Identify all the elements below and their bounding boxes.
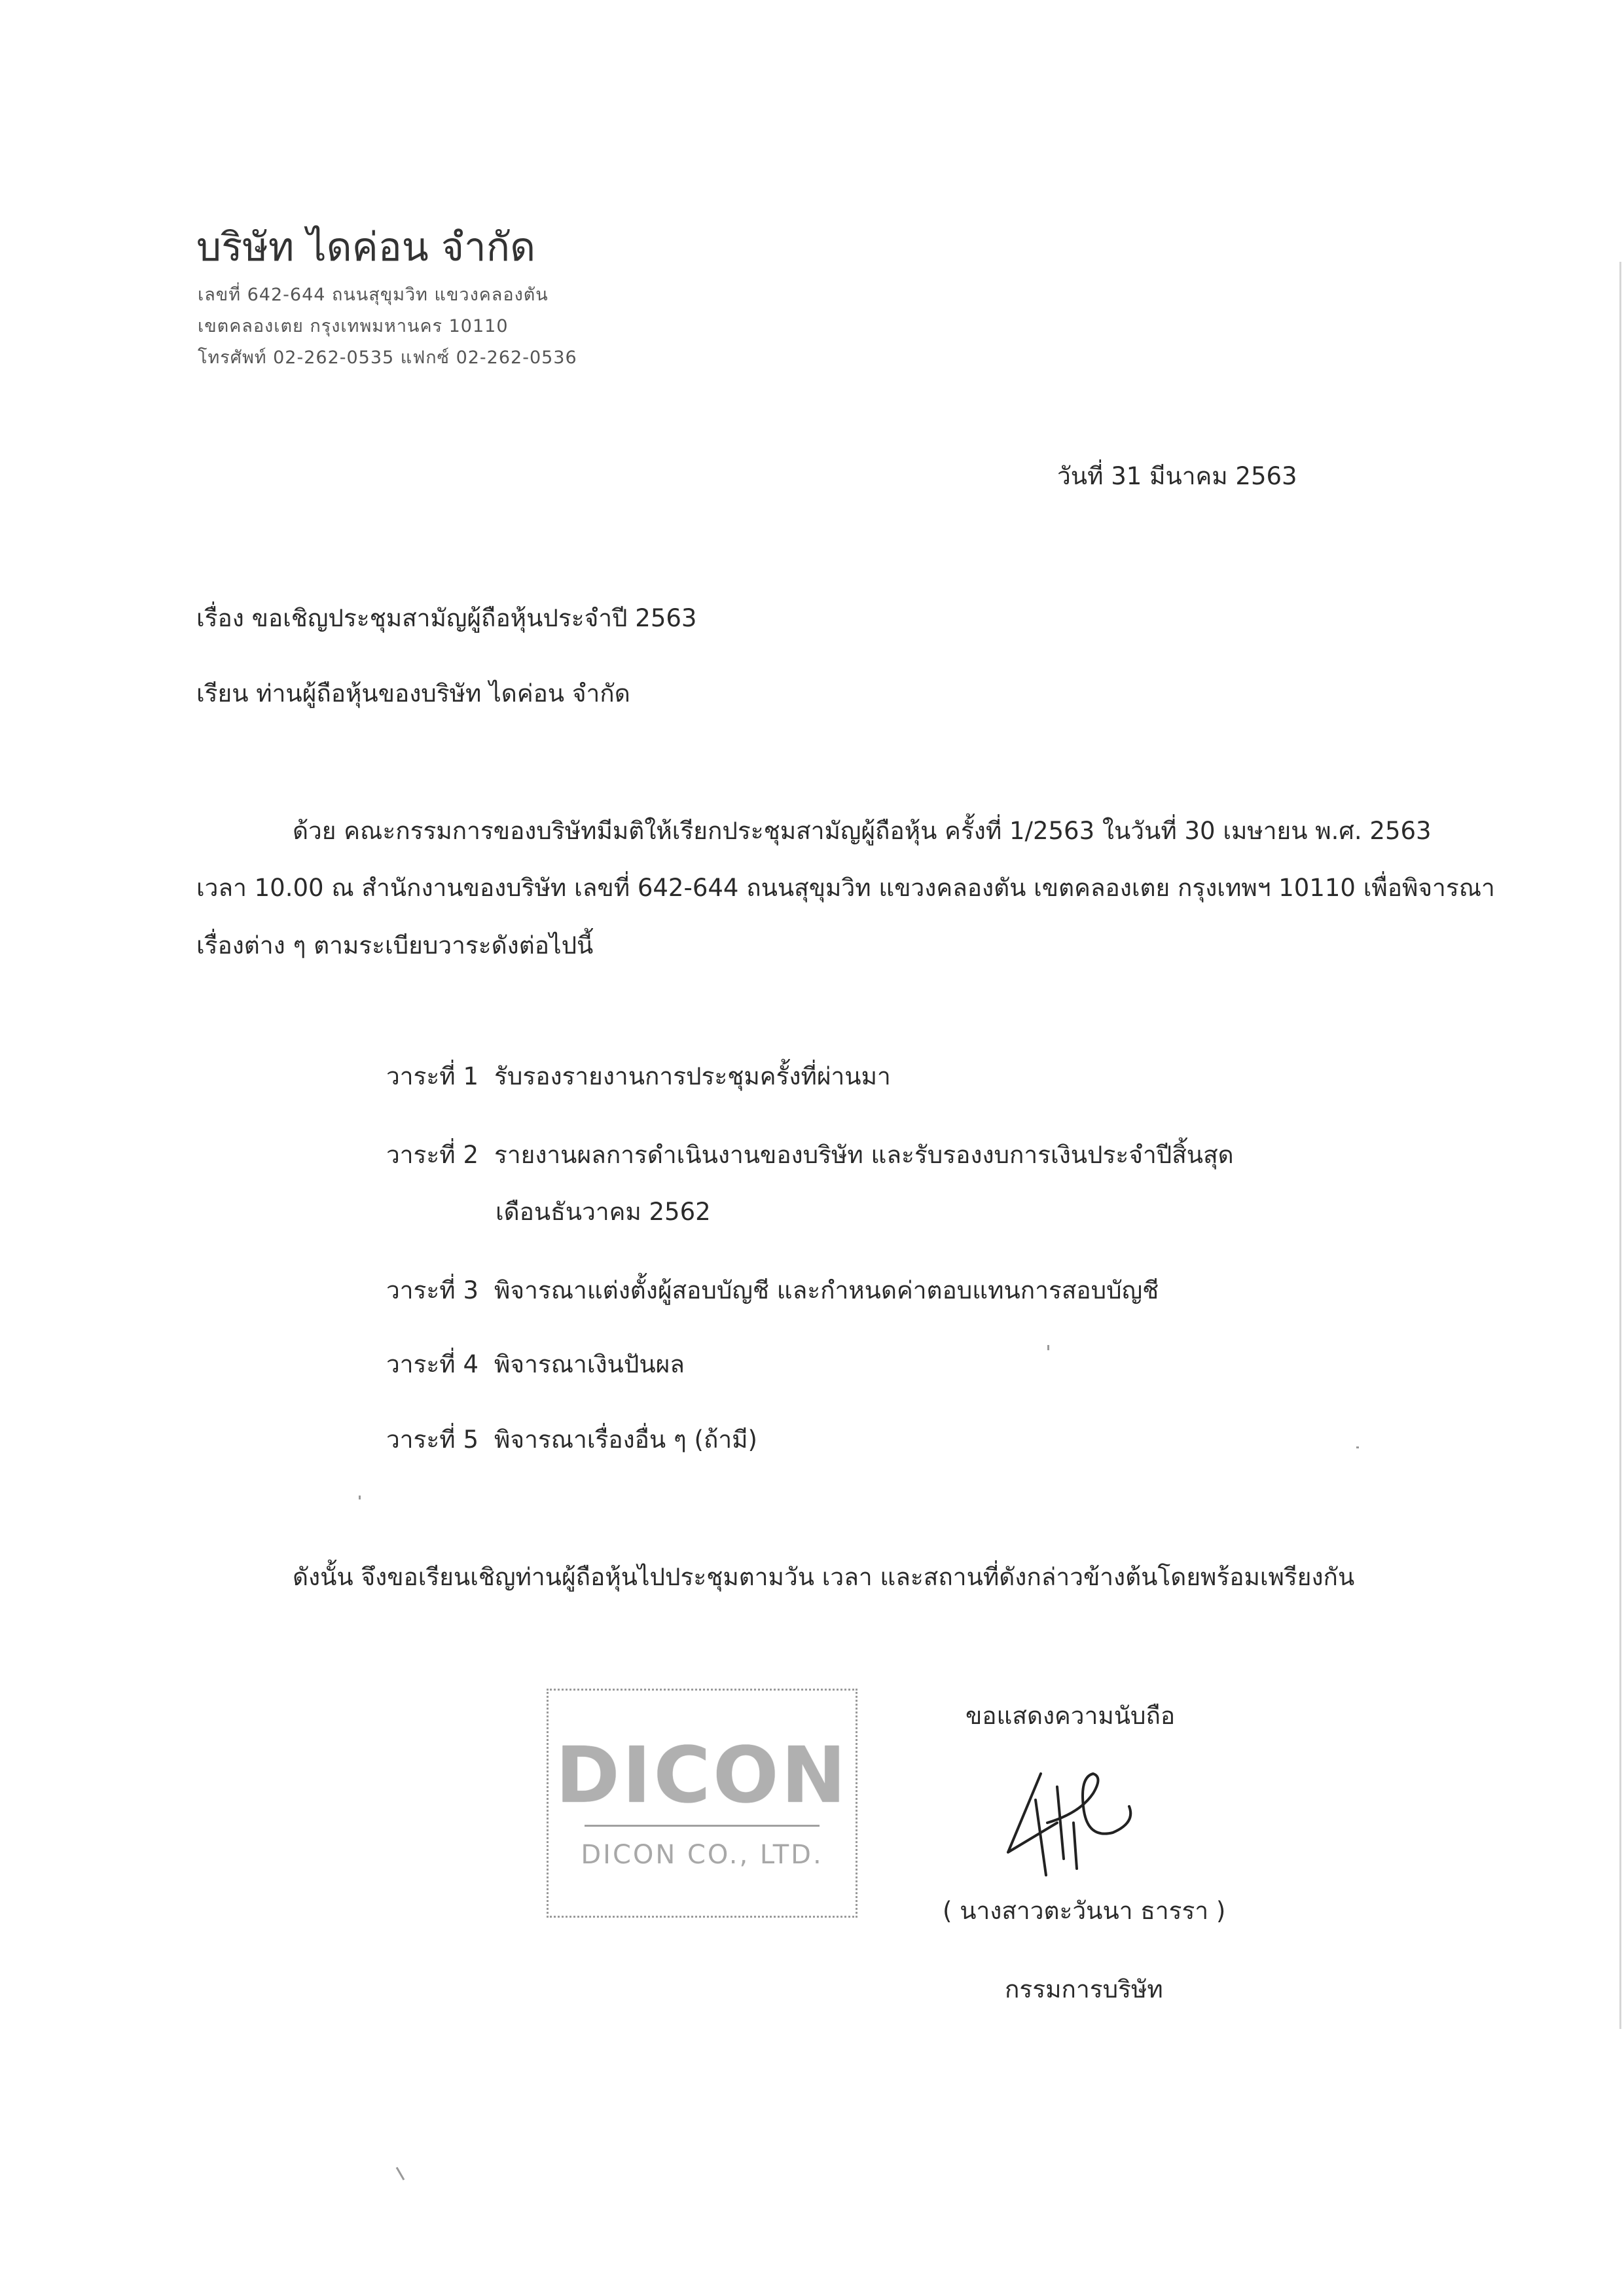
intro-line-2: เวลา 10.00 ณ สำนักงานของบริษัท เลขที่ 642-644 ถนนสุขุมวิท แขวงคลองตัน เขตคลองเตย กรุงเทพฯ 10110 เพื่อพิจารณา	[196, 874, 1495, 902]
agenda-number: วาระที่ 3	[386, 1276, 478, 1304]
address-line-1: เลขที่ 642-644 ถนนสุขุมวิท แขวงคลองตัน	[198, 285, 549, 305]
agenda-number: วาระที่ 4	[386, 1350, 478, 1378]
stamp-brand: DICON	[555, 1730, 849, 1820]
agenda-item-1	[386, 1057, 891, 1096]
scan-speck	[359, 1496, 361, 1499]
closing-line: ดังนั้น จึงขอเรียนเชิญท่านผู้ถือหุ้นไปประชุมตามวัน เวลา และสถานที่ดังกล่าวข้างต้นโดยพร้อมเพรียงกัน	[293, 1563, 1355, 1591]
addressee-line: เรียน ท่านผู้ถือหุ้นของบริษัท ไดค่อน จำกัด	[196, 679, 630, 708]
agenda-number: วาระที่ 2	[386, 1141, 478, 1169]
company-stamp	[547, 1689, 857, 1918]
stamp-divider	[585, 1825, 820, 1827]
company-name: บริษัท ไดค่อน จำกัด	[196, 224, 536, 270]
scan-speck	[396, 2167, 405, 2181]
signatory-title: กรรมการบริษัท	[1005, 1975, 1163, 2003]
agenda-item-5	[386, 1420, 757, 1459]
stamp-company: DICON CO., LTD.	[581, 1840, 823, 1870]
intro-line-3: เรื่องต่าง ๆ ตามระเบียบวาระดังต่อไปนี้	[196, 931, 594, 960]
agenda-item-4	[386, 1345, 685, 1384]
contact-line: โทรศัพท์ 02-262-0535 แฟกซ์ 02-262-0536	[198, 348, 577, 368]
agenda-item-2	[386, 1136, 1234, 1174]
intro-line-1: ด้วย คณะกรรมการของบริษัทมีมติให้เรียกประชุมสามัญผู้ถือหุ้น ครั้งที่ 1/2563 ในวันที่ 30 เมษายน พ.ศ. 2563	[293, 817, 1432, 845]
agenda-number: วาระที่ 5	[386, 1426, 478, 1454]
agenda-item-2-continued: เดือนธันวาคม 2562	[496, 1198, 711, 1226]
scan-speck	[1356, 1446, 1359, 1448]
agenda-item-3	[386, 1271, 1159, 1310]
regards-line: ขอแสดงความนับถือ	[965, 1702, 1176, 1730]
agenda-text: รับรองรายงานการประชุมครั้งที่ผ่านมา	[494, 1062, 891, 1090]
letter-date: วันที่ 31 มีนาคม 2563	[1057, 462, 1297, 490]
agenda-number: วาระที่ 1	[386, 1062, 478, 1090]
scan-edge-line	[1619, 262, 1621, 2029]
agenda-text: พิจารณาเงินปันผล	[494, 1350, 685, 1378]
address-line-2: เขตคลองเตย กรุงเทพมหานคร 10110	[198, 316, 509, 336]
agenda-text: พิจารณาเรื่องอื่น ๆ (ถ้ามี)	[494, 1426, 757, 1454]
signature-icon	[995, 1761, 1146, 1885]
signatory-name: ( นางสาวตะวันนา ธารรา )	[943, 1897, 1226, 1925]
agenda-text: รายงานผลการดำเนินงานของบริษัท และรับรองงบการเงินประจำปีสิ้นสุด	[494, 1141, 1234, 1169]
agenda-text: พิจารณาแต่งตั้งผู้สอบบัญชี และกำหนดค่าตอบแทนการสอบบัญชี	[494, 1276, 1159, 1304]
scan-speck	[1047, 1345, 1049, 1350]
subject-line: เรื่อง ขอเชิญประชุมสามัญผู้ถือหุ้นประจำปี 2563	[196, 604, 697, 632]
